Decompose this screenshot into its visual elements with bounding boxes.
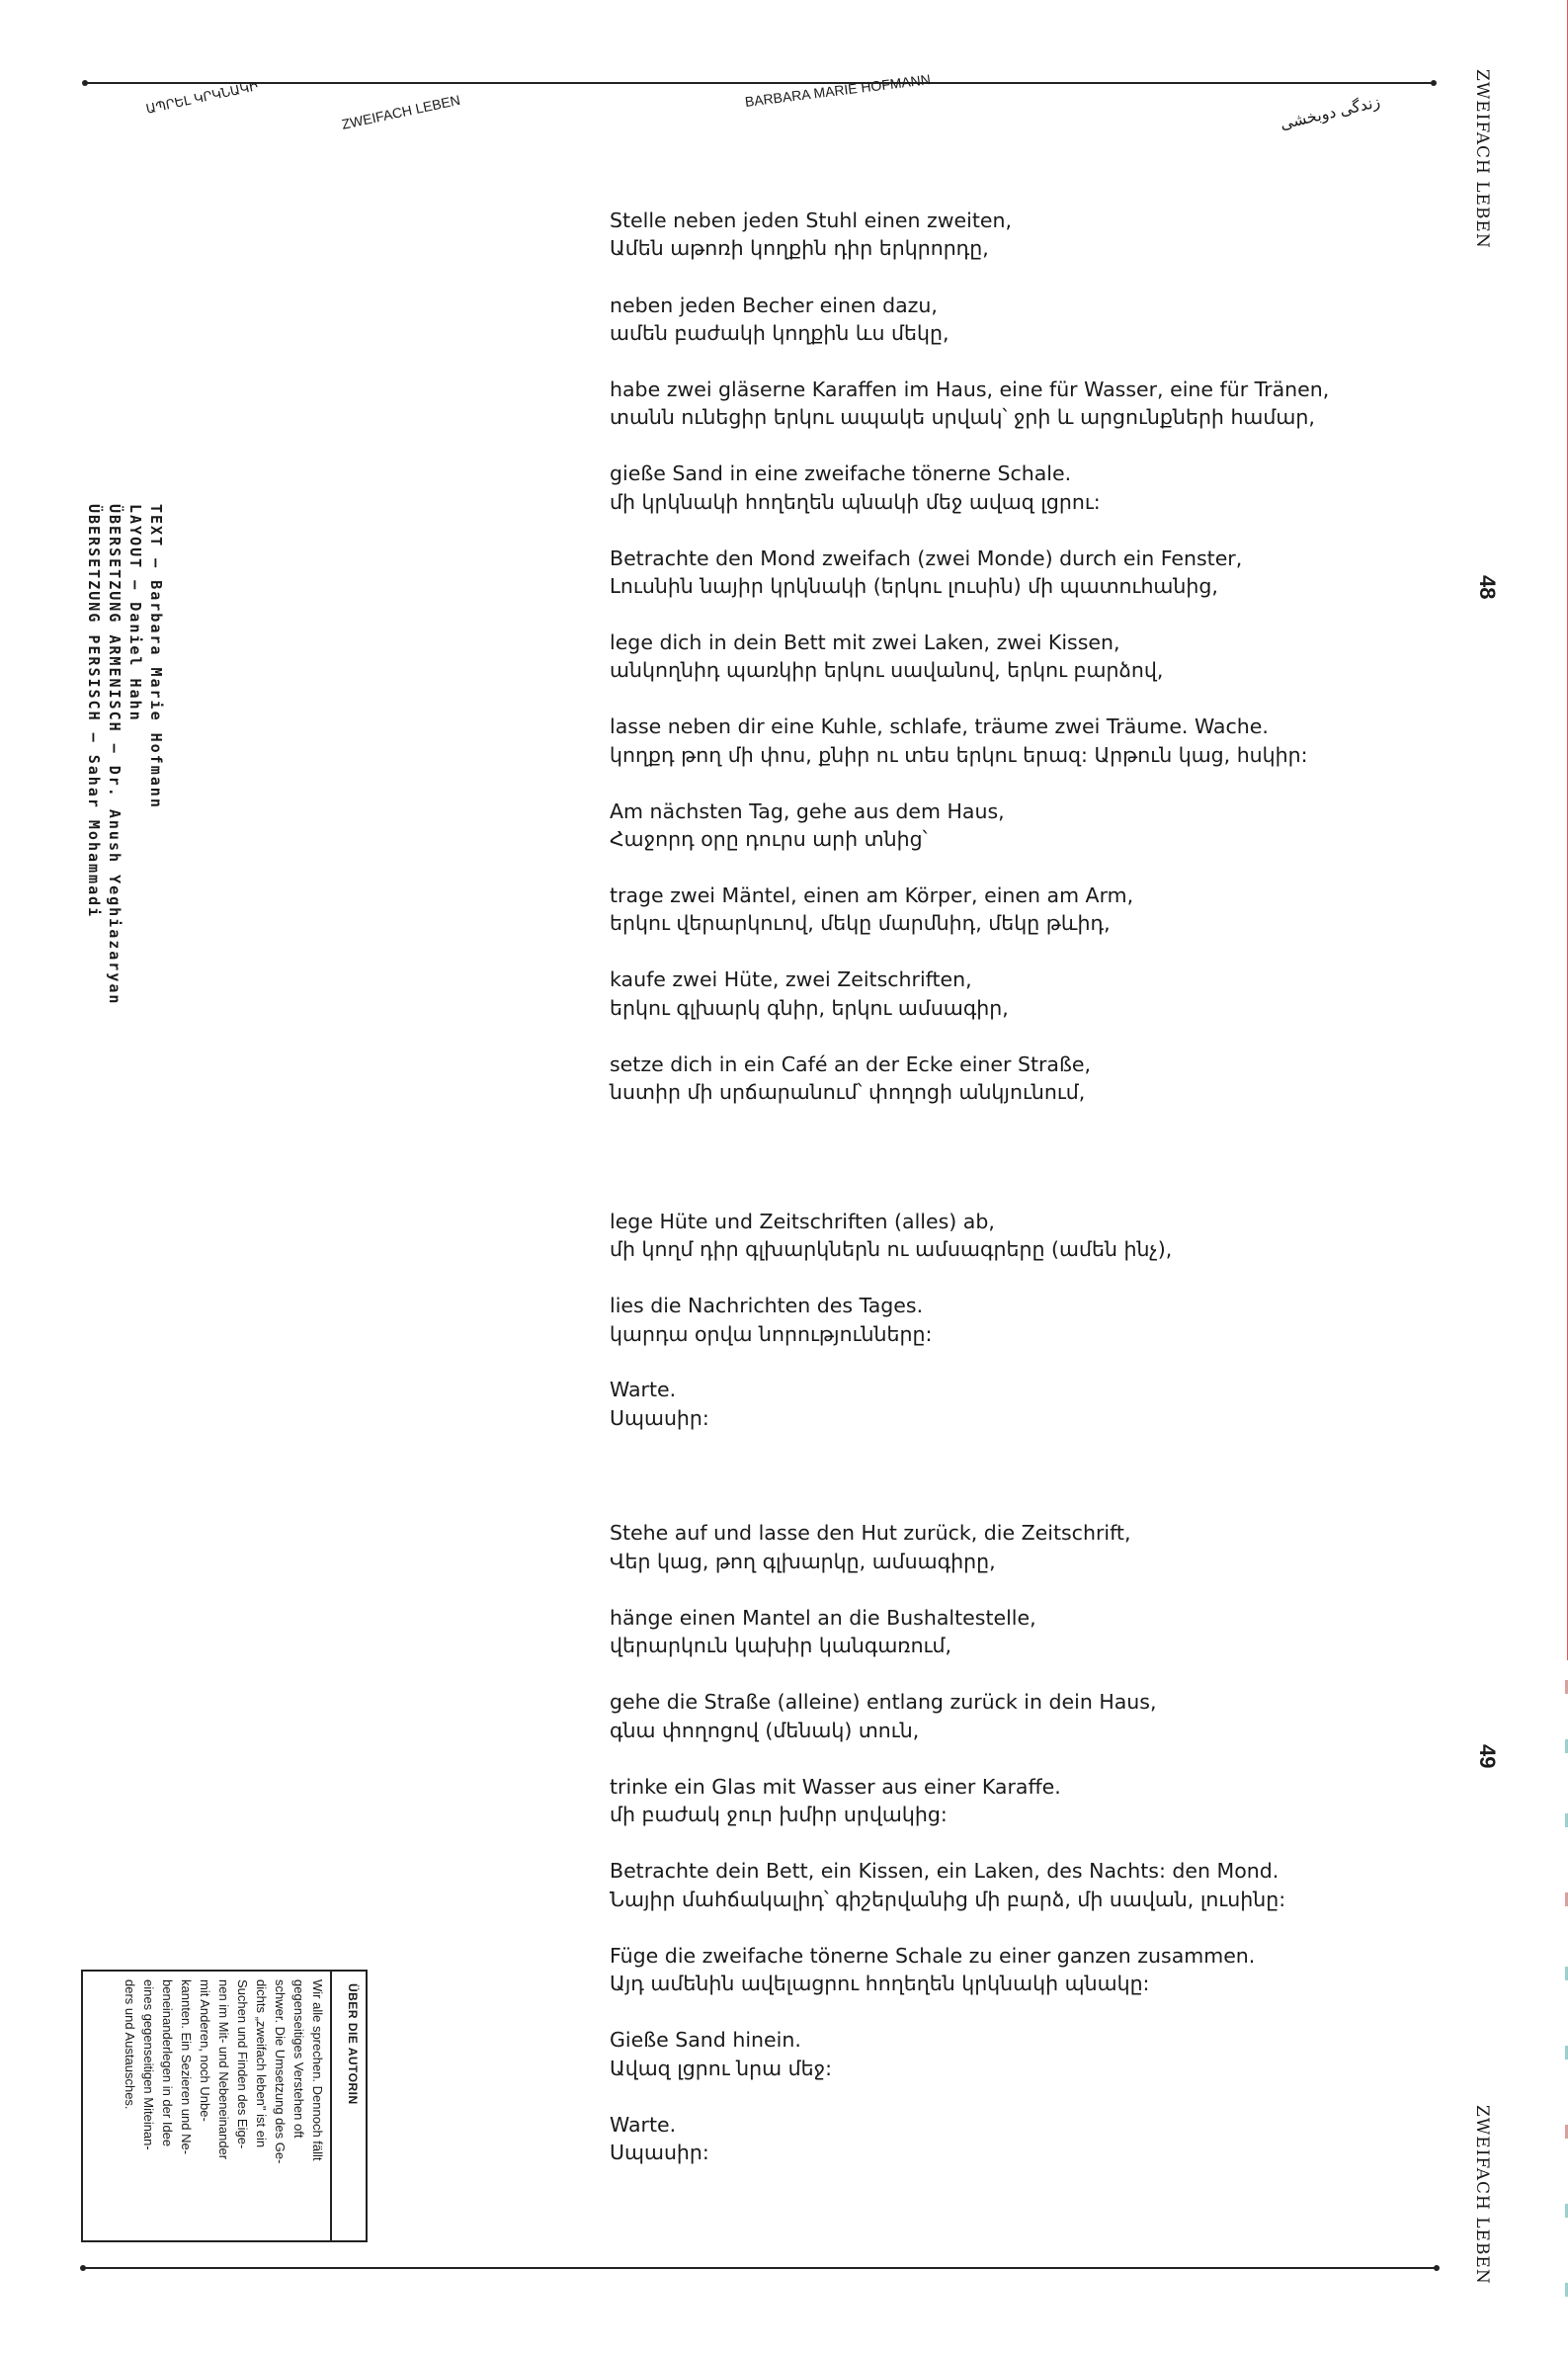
header-tab-persian: زندگی دوبخشی [1279,93,1382,133]
poem-line-german: setze dich in ein Café an der Ecke einer Straße, [610,1052,1092,1076]
poem-line-armenian: կարդա օրվա նորությունները: [610,1322,933,1346]
top-rule [85,82,1434,84]
about-line: nen im Mit- und Nebeneinander [216,1979,231,2160]
credit-line: LAYOUT — Daniel Hahn [126,504,144,722]
poem-line-armenian: նստիր մի սրճարանում՝ փողոցի անկյունում, [610,1080,1086,1104]
about-line: Wir alle sprechen. Dennoch fällt [310,1979,325,2161]
about-line: dichts „zweifach leben" ist ein [254,1979,269,2148]
rule-dot [1431,80,1437,86]
credit-line: ÜBERSETZUNG PERSISCH — Sahar Mohammadi [85,504,103,919]
poem-line-armenian: Այդ ամենին ավելացրու հողեղեն կրկնակի պնակը: [610,1972,1150,1995]
running-title-bottom: ZWEIFACH LEBEN [1472,2105,1492,2285]
poem-line-german: lasse neben dir eine Kuhle, schlafe, träume zwei Träume. Wache. [610,714,1269,738]
poem-line-german: Betrachte den Mond zweifach (zwei Monde) durch ein Fenster, [610,546,1243,570]
poem-line-german: lege dich in dein Bett mit zwei Laken, zwei Kissen, [610,630,1120,654]
poem-line-german: Betrachte dein Bett, ein Kissen, ein Laken, des Nachts: den Mond. [610,1859,1279,1883]
poem-line-german: Gieße Sand hinein. [610,2028,801,2052]
running-title-top: ZWEIFACH LEBEN [1472,69,1492,249]
poem-line-armenian: Ավազ լցրու նրա մեջ: [610,2057,832,2080]
poem-line-armenian: անկողնիդ պառկիր երկու սավանով, երկու բարձով, [610,658,1164,682]
poem-line-german: trage zwei Mäntel, einen am Körper, einen am Arm, [610,883,1134,907]
about-line: mit Anderen, noch Unbe- [198,1979,212,2122]
poem-line-armenian: Վեր կաց, թող գլխարկը, ամսագիրը, [610,1550,996,1573]
credit-line: TEXT — Barbara Marie Hofmann [147,504,165,809]
poem-line-german: lies die Nachrichten des Tages. [610,1294,924,1317]
poem-line-german: hänge einen Mantel an die Bushaltestelle, [610,1606,1036,1630]
about-author-box [81,1970,368,2242]
header-tab-armenian: ԱՊՐԵԼ ԿՐԿՆԱԿԻ [144,78,260,117]
about-text [87,1979,326,2232]
poem-line-german: Warte. [610,2113,677,2137]
rule-dot [80,2265,86,2271]
poem-line-armenian: ամեն բաժակի կողքին ևս մեկը, [610,321,949,345]
about-line: kannten. Ein Sezieren und Ne- [179,1979,194,2155]
poem-line-german: lege Hüte und Zeitschriften (alles) ab, [610,1210,995,1233]
poem-line-german: Warte. [610,1378,677,1401]
credit-line: ÜBERSETZUNG ARMENISCH — Dr. Anush Yeghiazaryan [106,504,124,1006]
page-number-right: 49 [1475,1744,1500,1769]
poem-line-armenian: Սպասիր: [610,2141,709,2164]
poem-line-armenian: մի բաժակ ջուր խմիր սրվակից: [610,1803,948,1826]
poem-line-german: Stehe auf und lasse den Hut zurück, die Zeitschrift, [610,1521,1131,1545]
poem-line-armenian: Ամեն աթոռի կողքին դիր երկրորդը, [610,236,989,260]
poem-line-german: habe zwei gläserne Karaffen im Haus, eine für Wasser, eine für Tränen, [610,378,1330,401]
poem-line-armenian: Նայիր մահճակալիդ՝ գիշերվանից մի բարձ, մի սավան, լուսինը: [610,1888,1286,1911]
poem-line-german: kaufe zwei Hüte, zwei Zeitschriften, [610,967,972,991]
bottom-rule [83,2267,1437,2269]
poem-line-german: neben jeden Becher einen dazu, [610,294,938,317]
poem-line-armenian: գնա փողոցով (մենակ) տուն, [610,1719,920,1742]
rule-dot [1434,2265,1440,2271]
poem-line-armenian: մի կողմ դիր գլխարկներն ու ամսագրերը (ամեն ինչ), [610,1237,1173,1261]
poem-line-armenian: երկու վերարկուով, մեկը մարմնիդ, մեկը թևիդ, [610,911,1111,935]
poem-line-armenian: երկու գլխարկ գնիր, երկու ամսագիր, [610,996,1009,1020]
poem-line-german: gehe die Straße (alleine) entlang zurück in dein Haus, [610,1690,1157,1714]
poem-line-armenian: վերարկուն կախիր կանգառում, [610,1634,952,1657]
about-line: ders und Austausches. [123,1979,137,2110]
poem-line-armenian: Սպասիր: [610,1406,709,1430]
poem-line-armenian: Լուսնին նայիր կրկնակի (երկու լուսին) մի պատուհանից, [610,574,1218,598]
poem-line-armenian: տանն ունեցիր երկու ապակե սրվակ՝ ջրի և արցունքների համար, [610,405,1315,429]
about-line: Suchen und Finden des Eige- [235,1979,250,2149]
poem-line-armenian: Հաջորդ օրը դուրս արի տնից՝ [610,827,928,851]
poem-line-german: Am nächsten Tag, gehe aus dem Haus, [610,799,1005,823]
about-line: gegenseitiges Verstehen oft [291,1979,306,2139]
poem-line-german: Stelle neben jeden Stuhl einen zweiten, [610,209,1013,232]
header-tab-author: BARBARA MARIE HOFMANN [744,71,932,110]
poem-line-german: trinke ein Glas mit Wasser aus einer Karaffe. [610,1775,1061,1799]
about-line: schwer. Die Umsetzung des Ge- [273,1979,288,2164]
poem-line-german: Füge die zweifache tönerne Schale zu einer ganzen zusammen. [610,1944,1256,1968]
poem-line-armenian: մի կրկնակի հողեղեն պնակի մեջ ավազ լցրու: [610,490,1101,514]
about-line: eines gegenseitigen Miteinan- [141,1979,156,2150]
about-line: beneinanderlegen in der Idee [160,1979,175,2147]
about-heading: ÜBER DIE AUTORIN [346,1983,360,2105]
rule-dot [82,80,88,86]
credits-block [44,504,178,1018]
poem-line-german: gieße Sand in eine zweifache tönerne Schale. [610,462,1072,485]
header-tab-zweifach: ZWEIFACH LEBEN [340,91,462,132]
page-number-left: 48 [1475,575,1500,600]
poem-line-armenian: կողքդ թող մի փոս, քնիր ու տես երկու երազ: Արթուն կաց, հսկիր: [610,743,1308,767]
about-divider [330,1972,332,2240]
